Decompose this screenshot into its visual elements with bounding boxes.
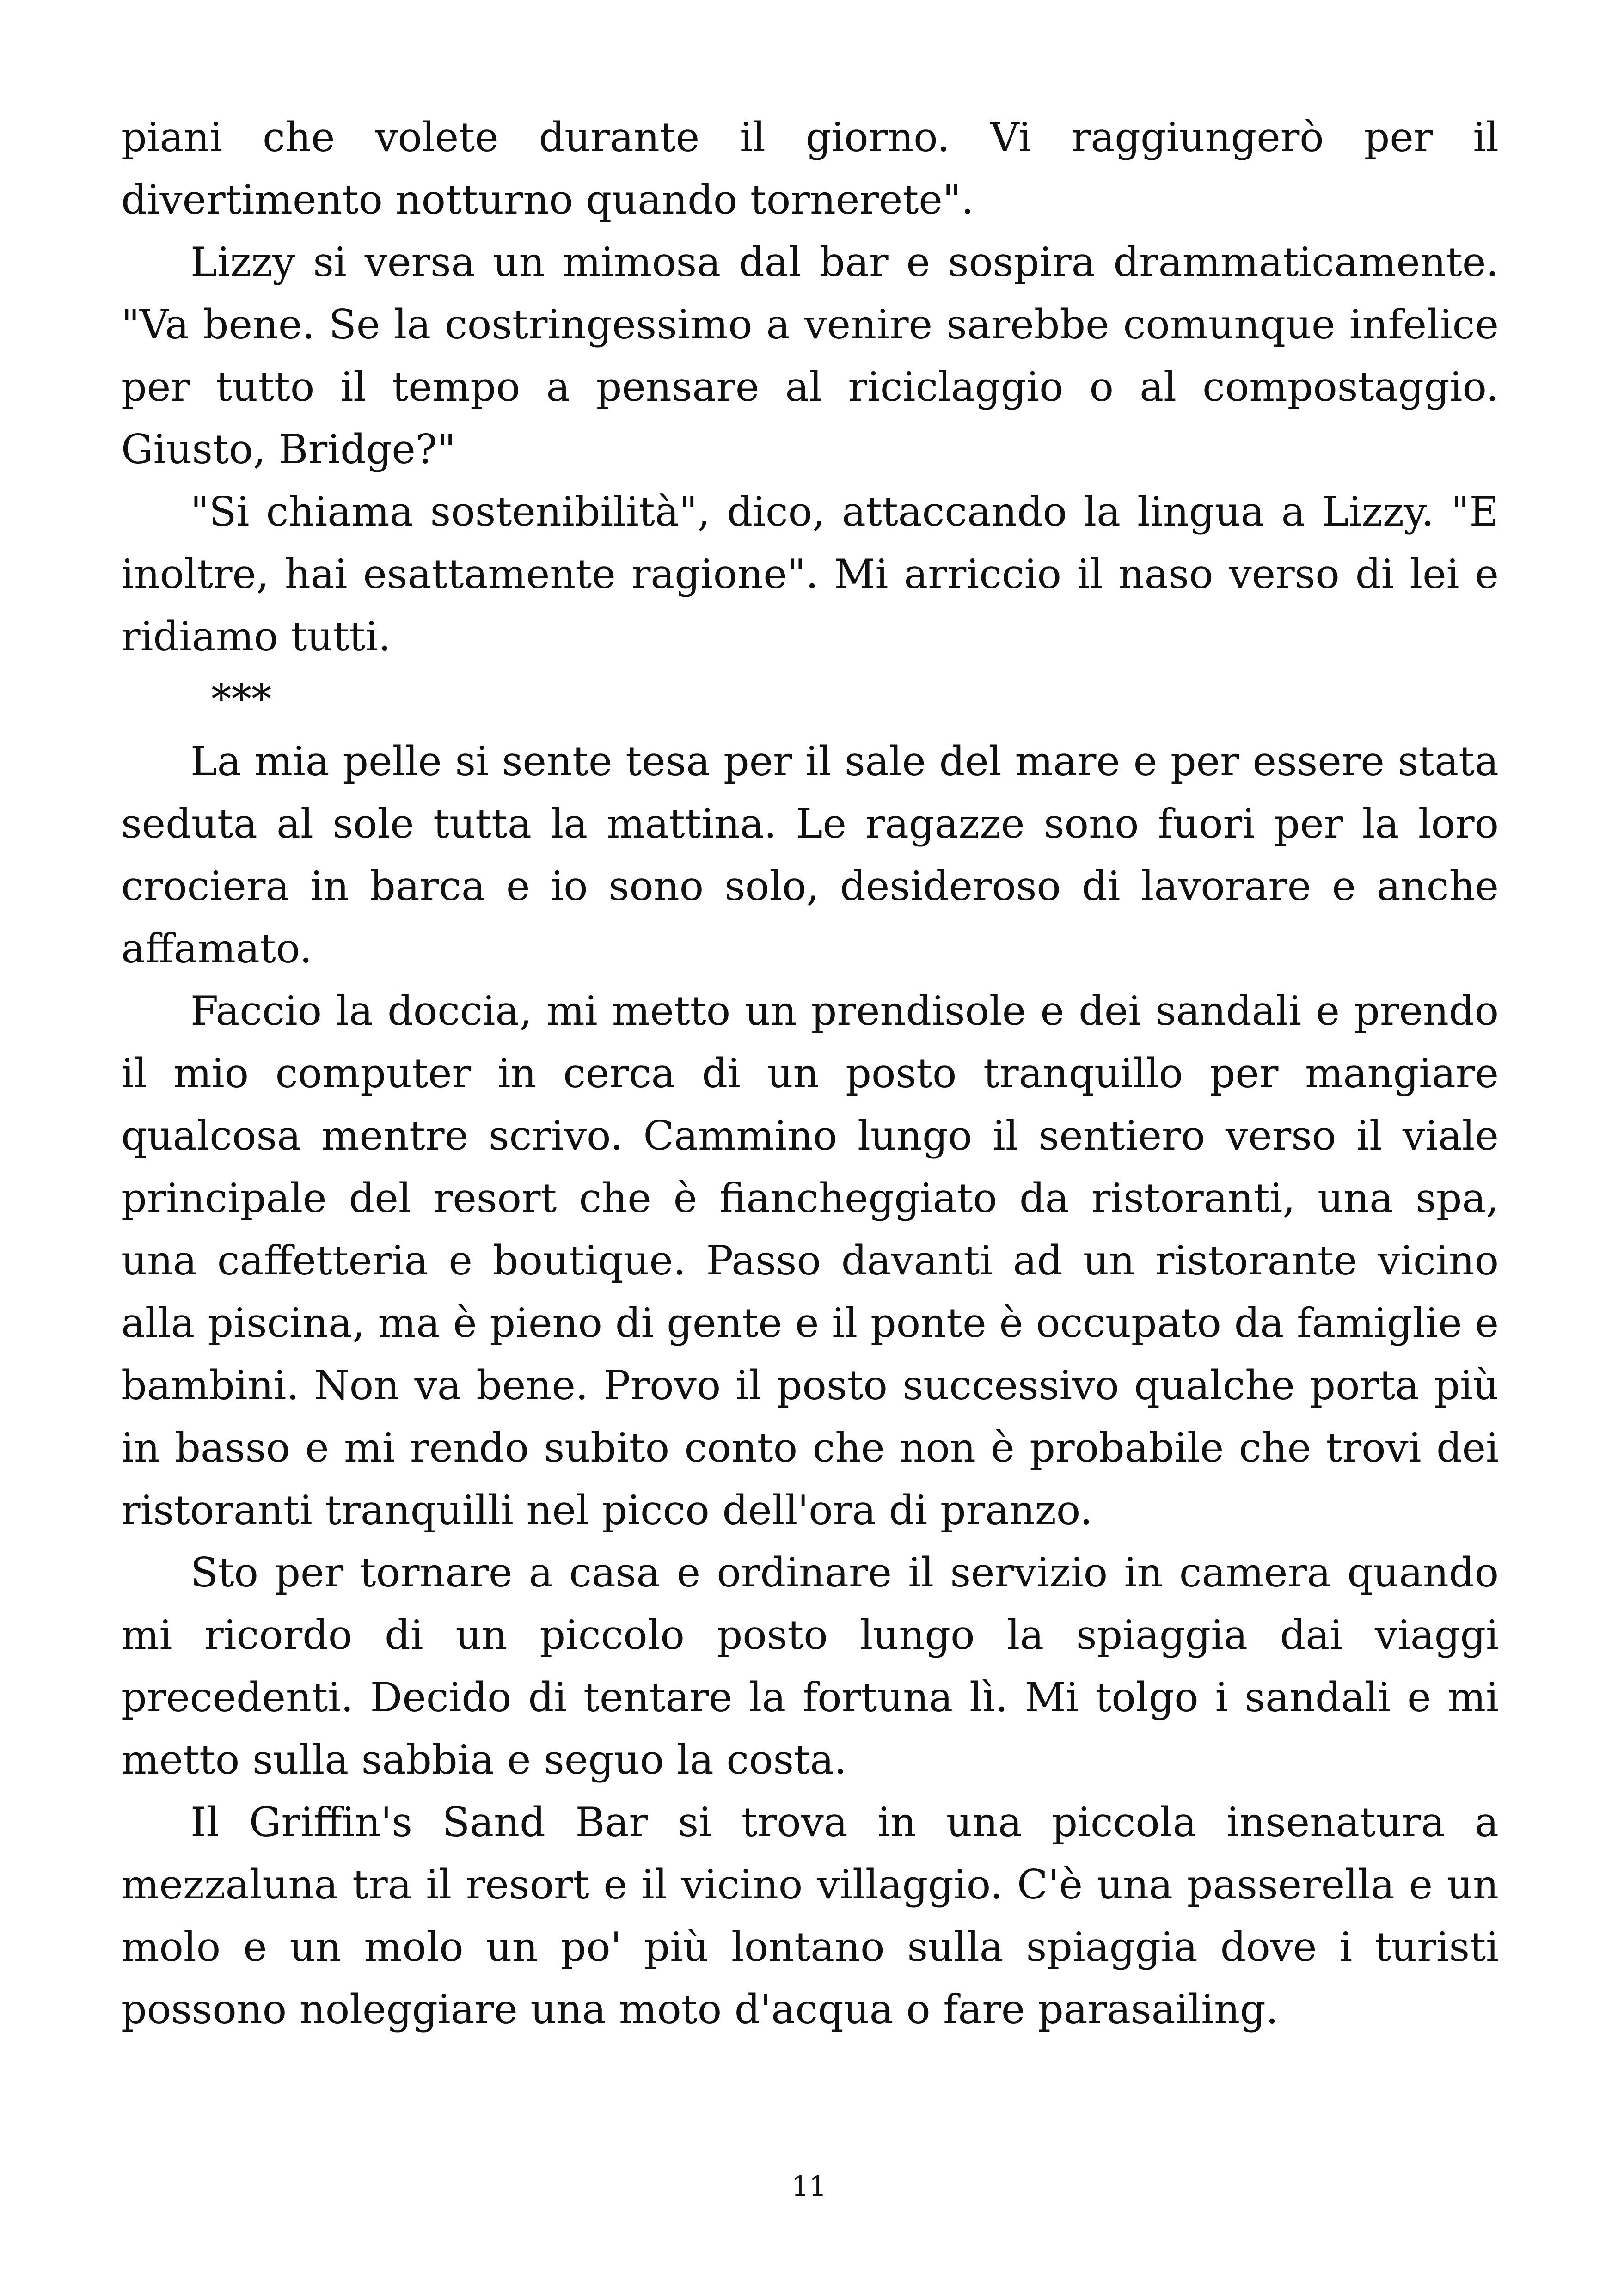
paragraph: Lizzy si versa un mimosa dal bar e sospira drammaticamente. "Va bene. Se la costringessimo a venire sarebbe comunque infelice per tutto il tempo a pensare al riciclaggio o al compostaggio. Giusto, Bridge?": [121, 239, 1499, 473]
paragraph-continuation: piani che volete durante il giorno. Vi raggiungerò per il divertimento notturno quando tornerete".: [121, 114, 1499, 223]
scene-break: ***: [211, 675, 272, 722]
paragraph: "Si chiama sostenibilità", dico, attaccando la lingua a Lizzy. "E inoltre, hai esattamente ragione". Mi arriccio il naso verso di lei e ridiamo tutti.: [121, 488, 1499, 660]
page-text-body: [121, 106, 1499, 2041]
paragraph: La mia pelle si sente tesa per il sale del mare e per essere stata seduta al sole tutta la mattina. Le ragazze sono fuori per la loro crociera in barca e io sono solo, desideroso di lavorare e anche affamato.: [121, 738, 1499, 972]
page-number: 11: [791, 2170, 827, 2203]
paragraph: Il Griffin's Sand Bar si trova in una piccola insenatura a mezzaluna tra il resort e il vicino villaggio. C'è una passerella e un molo e un molo un po' più lontano sulla spiaggia dove i turisti possono noleggiare una moto d'acqua o fare parasailing.: [121, 1799, 1499, 2033]
paragraph: Faccio la doccia, mi metto un prendisole e dei sandali e prendo il mio computer in cerca di un posto tranquillo per mangiare qualcosa mentre scrivo. Cammino lungo il sentiero verso il viale principale del resort che è fiancheggiato da ristoranti, una spa, una caffetteria e boutique. Passo davanti ad un ristorante vicino alla piscina, ma è pieno di gente e il ponte è occupato da famiglie e bambini. Non va bene. Provo il posto successivo qualche porta più in basso e mi rendo subito conto che non è probabile che trovi dei ristoranti tranquilli nel picco dell'ora di pranzo.: [121, 987, 1499, 1534]
paragraph: Sto per tornare a casa e ordinare il servizio in camera quando mi ricordo di un piccolo posto lungo la spiaggia dai viaggi precedenti. Decido di tentare la fortuna lì. Mi tolgo i sandali e mi metto sulla sabbia e seguo la costa.: [121, 1549, 1499, 1783]
